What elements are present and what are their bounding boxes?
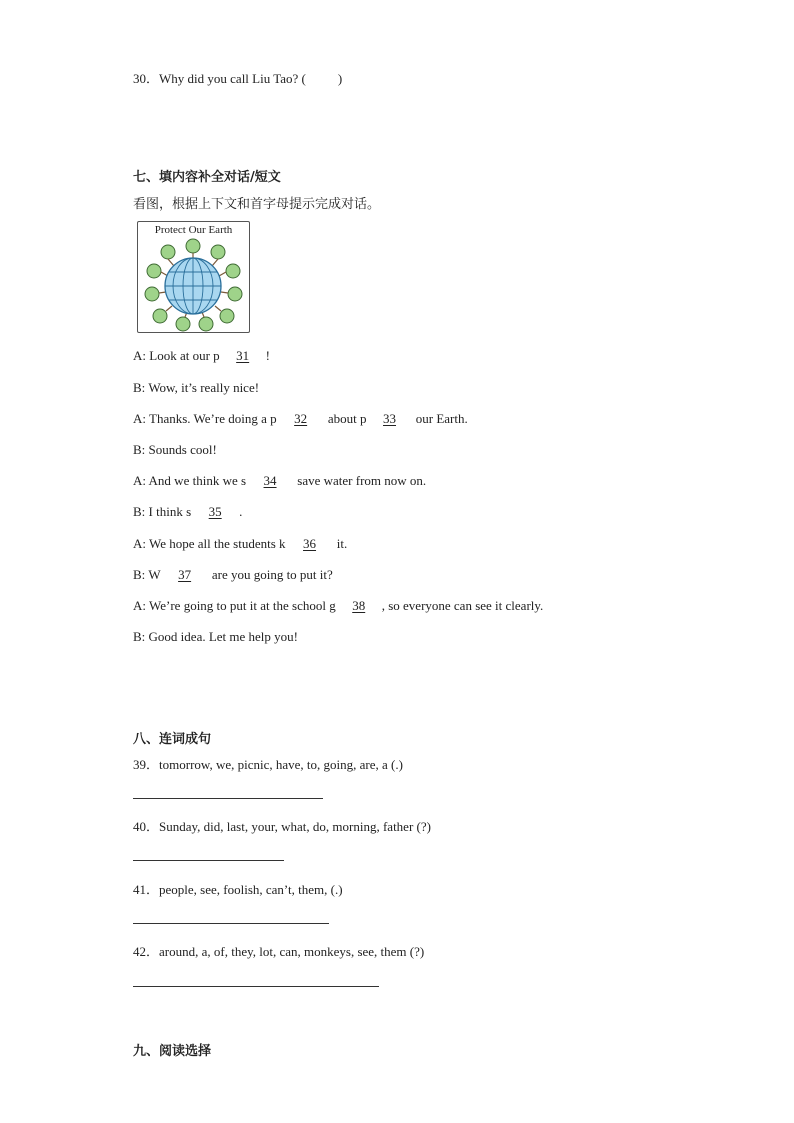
dialogue-line-5 [133, 473, 426, 489]
question-30 [133, 68, 342, 87]
blank-34[interactable]: 34 [263, 473, 277, 488]
answer-line-41[interactable] [133, 923, 329, 924]
blank-36[interactable]: 36 [303, 536, 317, 551]
dialogue-text: . [239, 504, 243, 519]
question-number: 30． [133, 71, 160, 86]
section-7-heading: 七、填内容补全对话/短文 [133, 170, 281, 185]
dialogue-line-4 [133, 442, 217, 458]
speaker-label: B: [133, 380, 146, 395]
dialogue-text: ! [265, 348, 270, 363]
dialogue-text: it. [336, 536, 348, 551]
question-40 [133, 816, 431, 835]
section-9-heading: 九、阅读选择 [133, 1044, 212, 1059]
answer-line-42[interactable] [133, 986, 379, 987]
speaker-label: B: [133, 442, 146, 457]
dialogue-text: I think s [148, 504, 192, 519]
dialogue-text: We hope all the students k [149, 536, 286, 551]
dialogue-line-9 [133, 598, 543, 614]
blank-35[interactable]: 35 [208, 504, 222, 519]
dialogue-line-3 [133, 411, 468, 427]
section-7-instruction: 看图，根据上下文和首字母提示完成对话。 [133, 197, 381, 212]
dialogue-text: are you going to put it? [211, 567, 333, 582]
question-39 [133, 754, 403, 773]
question-number: 41． [133, 882, 160, 897]
question-paren-close: ) [337, 71, 343, 86]
question-42 [133, 941, 424, 960]
speaker-label: B: [133, 629, 146, 644]
dialogue-text: We’re going to put it at the school g [149, 598, 336, 613]
speaker-label: A: [133, 536, 146, 551]
question-number: 42． [133, 944, 160, 959]
question-text: Why did you call Liu Tao? ( [159, 71, 306, 86]
dialogue-text: And we think we s [148, 473, 247, 488]
question-words: Sunday, did, last, your, what, do, morning, father (?) [159, 819, 431, 834]
dialogue-text: save water from now on. [297, 473, 427, 488]
dialogue-line-8 [133, 567, 333, 583]
dialogue-text: , so everyone can see it clearly. [381, 598, 544, 613]
question-number: 40． [133, 819, 160, 834]
dialogue-text: about p [327, 411, 367, 426]
answer-line-40[interactable] [133, 860, 284, 861]
blank-33[interactable]: 33 [383, 411, 397, 426]
dialogue-text: Wow, it’s really nice! [148, 380, 260, 395]
dialogue-text: Thanks. We’re doing a p [149, 411, 277, 426]
dialogue-text: Look at our p [149, 348, 220, 363]
section-8-heading: 八、连词成句 [133, 732, 212, 747]
blank-31[interactable]: 31 [236, 348, 250, 363]
dialogue-text: W [148, 567, 161, 582]
question-words: people, see, foolish, can’t, them, (.) [159, 882, 343, 897]
speaker-label: A: [133, 598, 146, 613]
speaker-label: A: [133, 348, 146, 363]
picture-title: Protect Our Earth [154, 224, 233, 236]
dialogue-line-6 [133, 504, 242, 520]
question-words: tomorrow, we, picnic, have, to, going, are, a (.) [159, 757, 403, 772]
dialogue-line-2 [133, 380, 259, 396]
question-number: 39． [133, 757, 160, 772]
blank-37[interactable]: 37 [178, 567, 192, 582]
speaker-label: B: [133, 567, 146, 582]
question-words: around, a, of, they, lot, can, monkeys, see, them (?) [159, 944, 425, 959]
speaker-label: A: [133, 473, 146, 488]
dialogue-line-1 [133, 348, 270, 364]
dialogue-text: Sounds cool! [148, 442, 217, 457]
dialogue-text: Good idea. Let me help you! [148, 629, 299, 644]
earth-with-trees-icon [138, 238, 249, 332]
protect-earth-picture [137, 221, 250, 333]
blank-38[interactable]: 38 [352, 598, 366, 613]
question-41 [133, 879, 343, 898]
speaker-label: B: [133, 504, 146, 519]
dialogue-line-10 [133, 629, 298, 645]
speaker-label: A: [133, 411, 146, 426]
dialogue-line-7 [133, 536, 347, 552]
answer-line-39[interactable] [133, 798, 323, 799]
dialogue-text: our Earth. [415, 411, 468, 426]
blank-32[interactable]: 32 [294, 411, 308, 426]
